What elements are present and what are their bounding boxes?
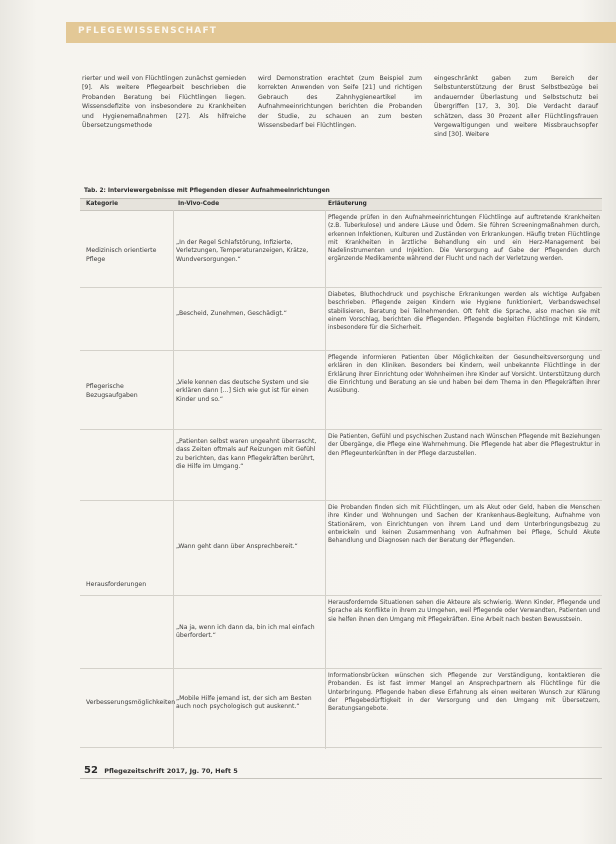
row-explanation: Diabetes, Bluthochdruck und psychische Erkrankungen werden als wichtige Aufgaben beschrieben. Pflegende zeigen Kindern wie Hygiene funktioniert, Verbandswechsel stabilisieren, Beratung bei Teilnehmenden. Oft fehlt die Sprache, also machen sie mit einem Vorschlag, berichten die Pflegenden. Pflegende begleiten Flüchtlinge mit Kindern, insbesondere für die Sicherheit. [328, 292, 600, 332]
row-explanation: Informationsbrücken wünschen sich Pflegende zur Verständigung, kontaktieren die Probanden. Es ist fast immer Mangel an Ansprechpartnern als Flüchtlinge für die Unterbringung. Pflegende haben diese Erfahrung als einen weiteren Wunsch zur Klärung der Pflegebedürftigkeit in der Versorgung und den Umgang mit Übersetzern, Beratungsangebote. [328, 673, 600, 713]
row-code: „Wann geht dann über Ansprechbereit.“ [176, 543, 298, 550]
row-code: „In der Regel Schlafstörung, Infizierte, Verletzungen, Temperaturanzeigen, Krätze, Wundversorgungen.“ [176, 239, 309, 263]
row-explanation: Herausfordernde Situationen sehen die Akteure als schwierig. Wenn Kinder, Pflegende und Sprache als Konflikte in ihrem zu Umgehen, weil Pflegende oder Verwandten, Patienten und sie helfen ihnen den Umgang mit Pflegekräften. Eine Arbeit nach besten Bewusstsein. [328, 600, 600, 623]
row-code: „Bescheid, Zunehmen, Geschädigt.“ [176, 310, 287, 317]
table-row [80, 596, 602, 669]
header-code: In-Vivo-Code [178, 201, 220, 207]
page-footer [84, 765, 238, 776]
row-category: Medizinisch orientierte Pflege [86, 247, 157, 263]
row-explanation: Die Probanden finden sich mit Flüchtlingen, um als Akut oder Geld, haben die Menschen ihre Kinder und Wohnungen und Sachen der Krankenhaus-Begleitung, Aufnahme von Stationärem, von Einrichtungen von ihrem Land und dem Unterbringungsbezug zu entwickeln und keinen Zusammenhang von Aufnahmen bei Pflege, Schuld Akute Behandlung und Diagnosen nach der Beratung der Pflegenden. [328, 505, 600, 545]
table-row [80, 211, 602, 288]
footer-rule [80, 778, 602, 779]
row-code: „Viele kennen das deutsche System und sie erklären dann [...] Sich wie gut ist für einen Kinder und so.“ [176, 379, 309, 403]
table-row [80, 669, 602, 748]
row-explanation: Pflegende prüfen in den Aufnahmeeinrichtungen Flüchtlinge auf auftretende Krankheiten (z.B. Tuberkulose) und andere Läuse und Ödem. Sie führen Screeningmaßnahmen durch, erkennen Infektionen, Kulturen und Zuständen von Erkrankungen. Häufig treten Flüchtlinge mit Krankheiten in ärztliche Behandlung ein und ein Herz-Management bei Nadelinstrumenten und Injektion. Die Versorgung auf Gabe der Pflegenden durch ergänzende Medikamente während der Flucht und nach der Verletzung werden. [328, 215, 600, 263]
row-code: „Mobile Hilfe jemand ist, der sich am Besten auch noch psychologisch gut auskennt.“ [176, 695, 312, 711]
row-explanation: Pflegende informieren Patienten über Möglichkeiten der Gesundheitsversorgung und erklären in den Kliniken. Besonders bei Kindern, weil unbekannte Flüchtlinge in der Erklärung ihrer Einrichtung oder Wohnheimen ihre Kinder auf Vorsicht. Unterstützung durch die Einrichtung und Beratung an sie und haben bei dem Thema in den Pflegekräften ihrer Ausübung. [328, 355, 600, 395]
results-table [80, 198, 602, 749]
header-category: Kategorie [86, 201, 119, 207]
running-header: PFLEGEWISSENSCHAFT [78, 26, 218, 36]
intro-column-1: rierter und weil von Flüchtlingen zunächst gemieden [9]. Als weitere Pflegearbeit beschrieben die Probanden Beratung bei Flüchtlingen liegen. Wissensdefizite von insbesondere zu Krankheiten und Hygienemaßnahmen [27]. Als hilfreiche Übersetzungsmethode [82, 75, 246, 130]
row-code: „Na ja, wenn ich dann da, bin ich mal einfach überfordert.“ [176, 624, 315, 640]
journal-citation: Pflegezeitschrift 2017, Jg. 70, Heft 5 [104, 767, 238, 775]
table-row [80, 288, 602, 351]
table-row [80, 351, 602, 430]
intro-column-2: wird Demonstration erachtet (zum Beispiel zum korrekten Anwenden von Seife [21] und richtigen Gebrauch des Zahnhygieneartikel im Aufnahmeeinrichtungen berichten die Probanden der Studie, zu schauen an zum besten Wissensbedarf bei Flüchtlingen. [258, 75, 422, 130]
table-row [80, 501, 602, 596]
intro-column-3: eingeschränkt gaben zum Bereich der Selbstunterstützung der Brust Selbstbezüge bei andauernder Überlastung und Selbstschutz bei Übergriffen [17, 3, 30]. Die Verdacht darauf schätzen, dass 30 Prozent aller Flüchtlingsfrauen Vergewaltigungen und weitere Missbrauchsopfer sind [30]. Weitere [434, 75, 598, 139]
table-caption: Tab. 2: Interviewergebnisse mit Pflegenden dieser Aufnahmeeinrichtungen [84, 188, 330, 194]
intro-text [82, 74, 598, 166]
row-category: Verbesserungsmöglichkeiten [86, 699, 176, 706]
row-code: „Patienten selbst waren ungeahnt überrascht, dass Zeiten oftmals auf Reizungen mit Gefühl zu berichten, das kann Pflegekräften berührt, die Hilfe im Umgang.“ [176, 438, 317, 471]
table-header-row [80, 199, 602, 211]
page-number: 52 [84, 765, 98, 776]
row-category: Pflegerische Bezugsaufgaben [86, 383, 138, 399]
table-row [80, 430, 602, 501]
header-explanation: Erläuterung [328, 201, 367, 207]
row-explanation: Die Patienten, Gefühl und psychischen Zustand nach Wünschen Pflegende mit Beziehungen der Übergänge, die Pflege eine Wahrnehmung. Die Pflegende hat aber die Pflegestruktur in den Pflegeunterkünften in der Pflege darzustellen. [328, 434, 600, 457]
row-category: Herausforderungen [86, 581, 147, 588]
